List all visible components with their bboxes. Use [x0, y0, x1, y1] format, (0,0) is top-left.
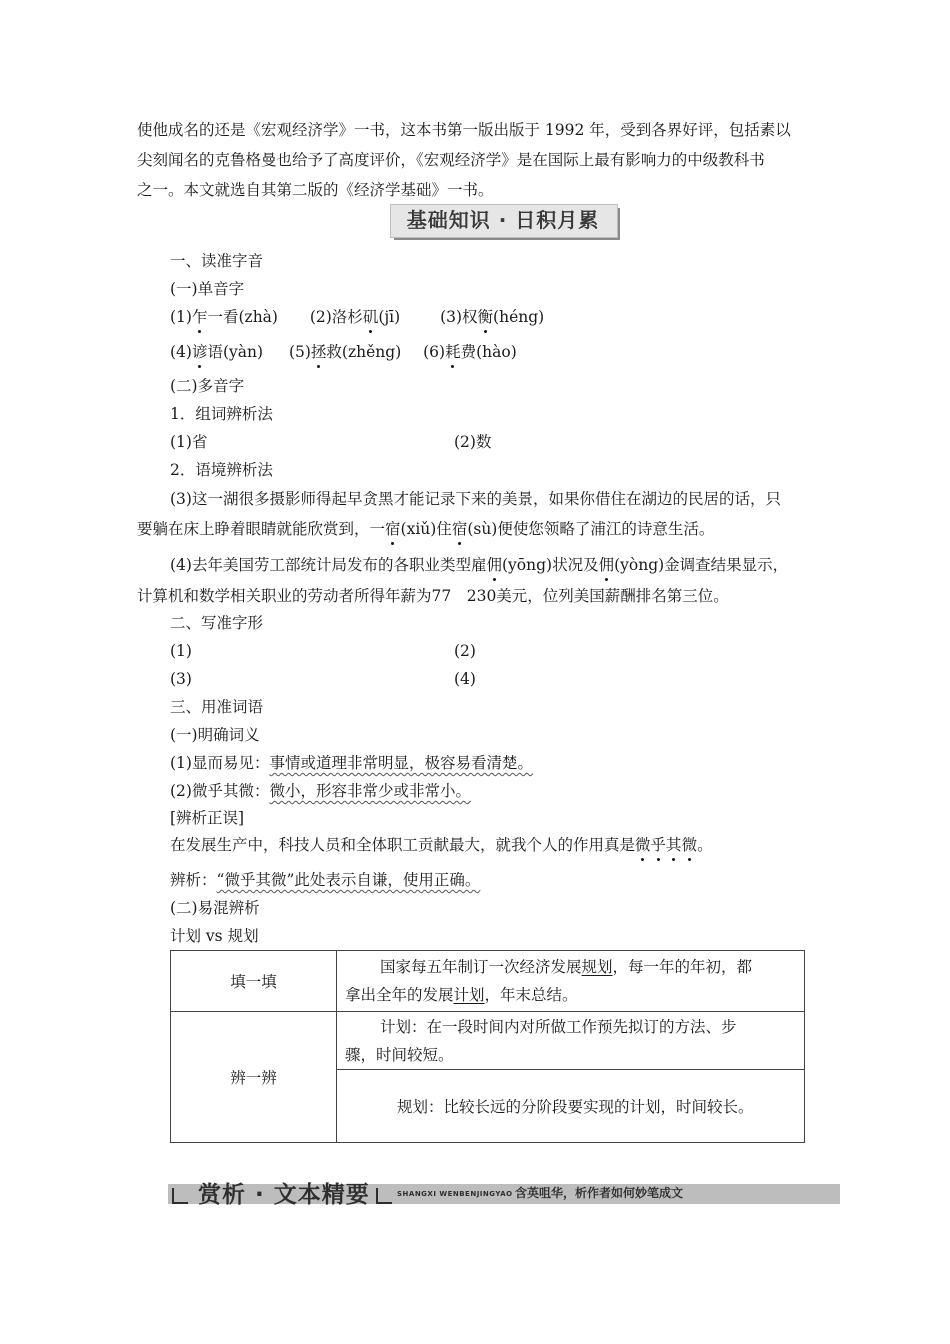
- section-banner-basics: [390, 204, 620, 240]
- section-banner-analysis: [168, 1176, 840, 1210]
- correction-sentence: 在发展生产中，科技人员和全体职工贡献最大，就我个人的作用真是微乎其微。: [170, 836, 713, 854]
- dotted-char: 其: [666, 836, 682, 854]
- correction-answer: 辨析：“微乎其微”此处表示自谦，使用正确。: [170, 871, 481, 889]
- fill-line-2: 拿出全年的发展计划，年末总结。: [345, 986, 578, 1004]
- context-4-line-1: (4)去年美国劳工部统计局发布的各职业类型雇佣(yōng)状况及佣(yòng)金调查结果显示，: [170, 556, 789, 574]
- comparison-table: [170, 950, 805, 1143]
- dotted-word: [635, 836, 697, 854]
- context-4-line-2: 计算机和数学相关职业的劳动者所得年薪为77 230美元，位列美国薪酬排名第三位。: [137, 587, 729, 605]
- definition-1: (1)显而易见：事情或道理非常明显，极容易看清楚。: [170, 754, 533, 772]
- banner-hook-right: [376, 1188, 392, 1204]
- banner-hook-left: [172, 1188, 188, 1204]
- guihua-text: 规划：比较长远的分阶段要实现的计划，时间较长。: [397, 1098, 754, 1116]
- plan-line-2: 骤，时间较短。: [345, 1045, 454, 1064]
- method-1-item-b: (2)数: [454, 433, 492, 451]
- char-item-3: (3): [170, 670, 192, 688]
- context-3-line-2: 要躺在床上睁着眼睛就能欣赏到，一宿(xiǔ)住宿(sù)便使您领略了浦江的诗意生活。: [137, 520, 715, 538]
- banner-title: 基础知识 · 日积月累: [406, 208, 600, 232]
- intro-line-3: 之一。本文就选自其第二版的《经济学基础》一书。: [137, 181, 494, 199]
- pron-item-6: (6)耗费(hào): [423, 343, 517, 361]
- definition-2: (2)微乎其微：微小，形容非常少或非常小。: [170, 782, 471, 800]
- pron-item-5: (5)拯救(zhěng): [288, 343, 402, 361]
- sub-heading-meaning: (一)明确词义: [170, 726, 260, 744]
- sub-heading-single: (一)单音字: [170, 280, 245, 298]
- guihua-cell: [337, 1070, 805, 1143]
- char-item-2: (2): [454, 642, 476, 660]
- section-heading-words: 三、用准词语: [170, 698, 264, 716]
- banner-analysis-title: 赏析 · 文本精要: [198, 1182, 370, 1208]
- dotted-char: 微: [681, 836, 698, 854]
- fill-content-cell: [337, 951, 805, 1012]
- pron-row-1: [170, 307, 544, 327]
- method-1-heading: 1．组词辨析法: [170, 405, 273, 423]
- banner-pinyin: SHANGXI WENBENJINGYAO: [397, 1190, 513, 1198]
- method-2-heading: 2．语境辨析法: [170, 461, 273, 479]
- char-item-4: (4): [454, 670, 476, 688]
- bian-label: 辨一辨: [230, 1069, 277, 1087]
- pron-item-2: (2)洛杉矶(jī): [309, 308, 401, 326]
- fill-label-cell: [171, 951, 337, 1012]
- pron-item-1: (1)乍一看(zhà): [170, 308, 278, 326]
- pron-item-4: (4)谚语(yàn): [170, 343, 264, 361]
- dotted-char: 乎: [650, 836, 667, 854]
- fill-label: 填一填: [230, 973, 277, 991]
- sub-heading-multi: (二)多音字: [170, 377, 245, 395]
- sub-heading-confusables: (二)易混辨析: [170, 899, 260, 917]
- banner-subtitle: 含英咀华，析作者如何妙笔成文: [515, 1186, 684, 1200]
- pron-item-3: (3)权衡(héng): [440, 308, 545, 326]
- intro-line-1: 使他成名的还是《宏观经济学》一书，这本书第一版出版于 1992 年，受到各界好评，包括素以: [137, 121, 791, 139]
- plan-line-1: 计划：在一段时间内对所做工作预先拟订的方法、步: [380, 1017, 737, 1036]
- fill-line-1: 国家每五年制订一次经济发展规划，每一年的年初，都: [380, 958, 753, 976]
- char-item-1: (1): [170, 642, 192, 660]
- intro-line-2: 尖刻闻名的克鲁格曼也给予了高度评价，《宏观经济学》是在国际上最有影响力的中级教科书: [137, 151, 765, 169]
- plan-cell: [337, 1012, 805, 1070]
- bian-label-cell: [171, 1012, 337, 1143]
- section-heading-characters: 二、写准字形: [170, 614, 264, 632]
- pron-row-2: [170, 342, 517, 362]
- correction-heading: [辨析正误]: [170, 809, 245, 827]
- method-1-item-a: (1)省: [170, 433, 208, 451]
- section-heading-pronunciation: 一、读准字音: [170, 252, 264, 270]
- context-3-line-1: (3)这一湖很多摄影师得起早贪黑才能记录下来的美景，如果你借住在湖边的民居的话，只: [170, 490, 781, 508]
- word-pair: 计划 vs 规划: [170, 927, 259, 945]
- dotted-char: 微: [635, 836, 651, 854]
